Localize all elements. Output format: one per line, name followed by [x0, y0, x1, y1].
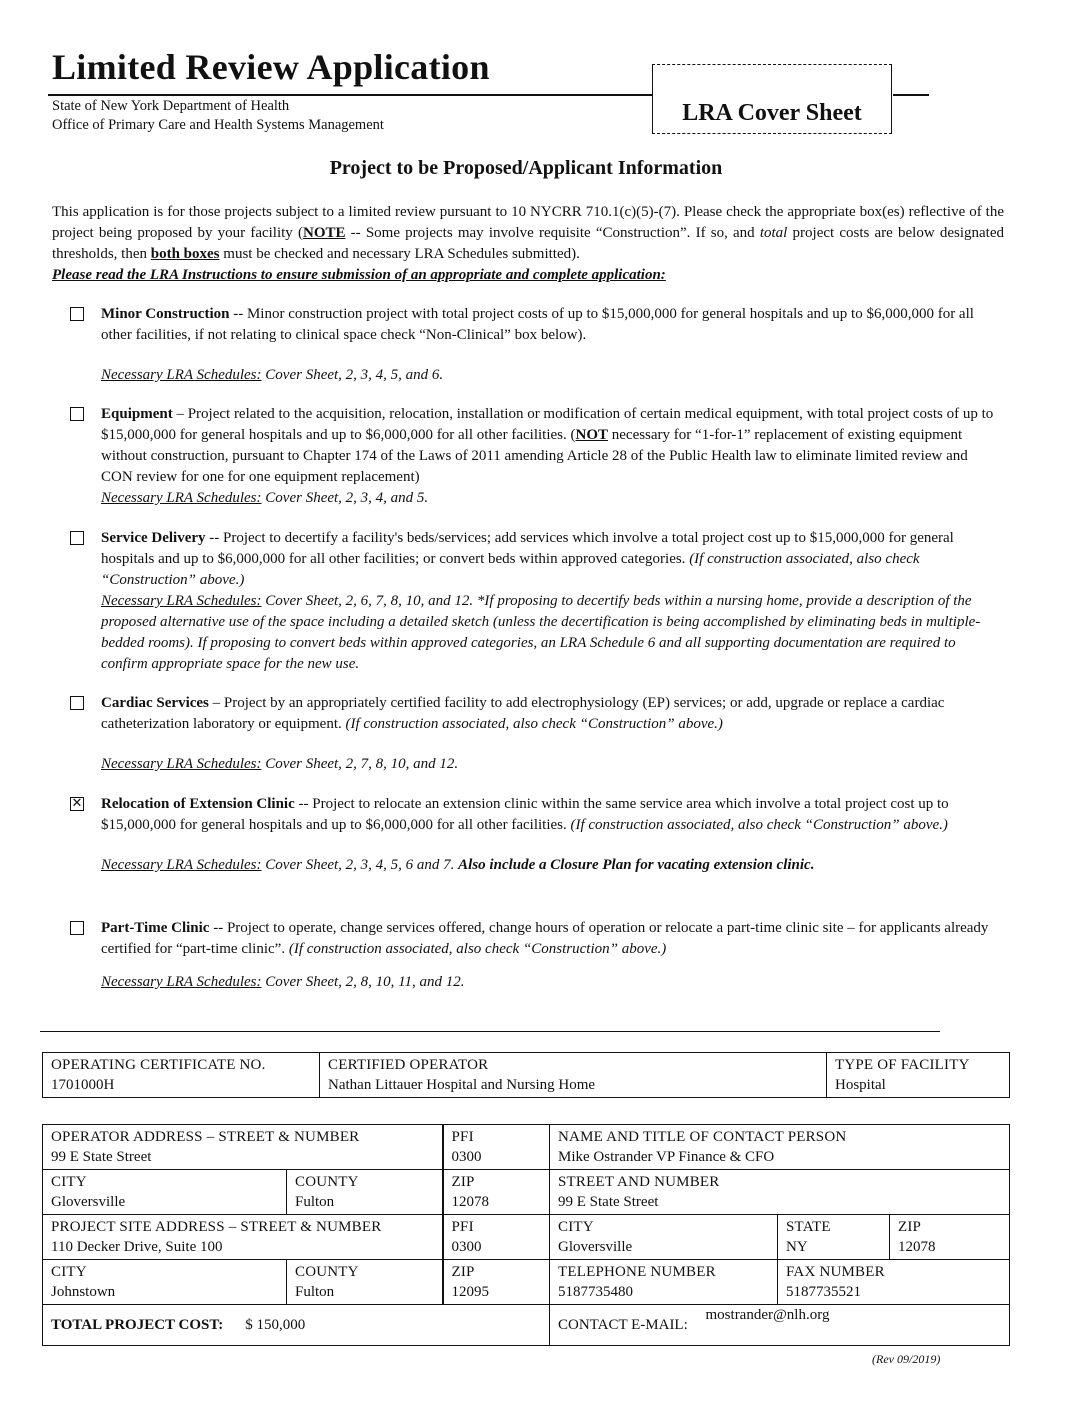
- contact-city-label: CITY: [558, 1219, 594, 1235]
- project-zip-cell: [443, 1260, 550, 1305]
- intro-paragraph: [52, 202, 1004, 286]
- facility-table: [42, 1052, 1010, 1098]
- checkbox-service-delivery[interactable]: [70, 531, 84, 545]
- option-name: Equipment: [101, 406, 173, 422]
- certified-operator-label: CERTIFIED OPERATOR: [328, 1057, 489, 1073]
- intro-text-4: must be checked and necessary LRA Schedules submitted).: [219, 246, 580, 262]
- contact-name-value[interactable]: Mike Ostrander VP Finance & CFO: [558, 1149, 775, 1165]
- title-rule-right: [893, 94, 929, 96]
- contact-name-cell: [550, 1125, 1010, 1170]
- facility-type-cell: [827, 1053, 1010, 1098]
- contact-street-label: STREET AND NUMBER: [558, 1174, 720, 1190]
- option-desc-italic: (If construction associated, also check “Construction” above.): [345, 716, 723, 732]
- contact-street-cell: [550, 1170, 1010, 1215]
- operator-county-label: COUNTY: [295, 1174, 359, 1190]
- option-desc: -- Project to operate, change services offered, change hours of operation or relocate a part-time clinic site – for applicants already certified for “part-time clinic”.: [101, 920, 989, 957]
- contact-phone-value[interactable]: 5187735480: [558, 1284, 633, 1300]
- option-schedules: Necessary LRA Schedules: Cover Sheet, 2, 3, 4, 5, and 6.: [101, 367, 444, 383]
- project-city-cell: [43, 1260, 287, 1305]
- option-minor-construction: [70, 304, 1000, 386]
- project-zip-label: ZIP: [451, 1264, 475, 1280]
- operating-certificate-cell: [43, 1053, 320, 1098]
- checkbox-minor-construction[interactable]: [70, 307, 84, 321]
- contact-phone-label: TELEPHONE NUMBER: [558, 1264, 716, 1280]
- operator-county-value[interactable]: Fulton: [295, 1194, 335, 1210]
- option-desc-a: – Project related to the acquisition, relocation, installation or modification of certain medical equipment, with total project costs of up to $15,000,000 for general hospitals and up to $6,000,000 for all other facilities. (: [101, 406, 994, 443]
- option-desc-italic: (If construction associated, also check “Construction” above.): [288, 941, 667, 957]
- operator-zip-cell: [443, 1170, 550, 1215]
- option-schedules: Necessary LRA Schedules: Cover Sheet, 2, 8, 10, 11, and 12.: [101, 974, 465, 990]
- operator-city-value[interactable]: Gloversville: [51, 1194, 126, 1210]
- option-name: Part-Time Clinic: [101, 920, 210, 936]
- project-street-value[interactable]: 110 Decker Drive, Suite 100: [51, 1239, 223, 1255]
- contact-city-value[interactable]: Gloversville: [558, 1239, 633, 1255]
- option-name: Cardiac Services: [101, 695, 209, 711]
- project-city-label: CITY: [51, 1264, 87, 1280]
- option-service-delivery: [70, 528, 1000, 675]
- option-desc-italic: (If construction associated, also check “Construction” above.): [570, 817, 948, 833]
- intro-total: total: [759, 225, 788, 241]
- project-street-label: PROJECT SITE ADDRESS – STREET & NUMBER: [51, 1219, 382, 1235]
- contact-city-cell: [550, 1215, 778, 1260]
- title-rule: [48, 94, 652, 96]
- total-cost-cell: [43, 1305, 550, 1346]
- address-contact-table: [42, 1124, 1010, 1346]
- intro-instruction: Please read the LRA Instructions to ensure submission of an appropriate and complete application:: [52, 267, 666, 283]
- operator-city-label: CITY: [51, 1174, 87, 1190]
- intro-note: NOTE: [302, 225, 346, 241]
- project-county-cell: [287, 1260, 443, 1305]
- project-county-label: COUNTY: [295, 1264, 359, 1280]
- separator-line: [40, 1031, 940, 1032]
- intro-text-1: This application is for those projects subject to a limited review pursuant to 10 NYCRR 710.1(c)(5)-(7). Please check the appropriate box(es) reflective of the project being proposed by your facility (: [52, 204, 1004, 241]
- checkbox-part-time-clinic[interactable]: [70, 921, 84, 935]
- section-title: Project to be Proposed/Applicant Information: [329, 157, 723, 179]
- contact-state-label: STATE: [786, 1219, 831, 1235]
- certified-operator-cell: [320, 1053, 827, 1098]
- operator-street-value[interactable]: 99 E State Street: [51, 1149, 152, 1165]
- option-relocation-extension-clinic: [70, 794, 1000, 876]
- option-desc: – Project by an appropriately certified facility to add electrophysiology (EP) services; or add, upgrade or replace a cardiac catheterization laboratory or equipment.: [101, 695, 945, 732]
- contact-fax-cell: [778, 1260, 1010, 1305]
- option-desc: -- Minor construction project with total project costs of up to $15,000,000 for general hospitals and up to $6,000,000 for all other facilities, if not relating to clinical space check “Non-Clinical” box below).: [101, 306, 974, 343]
- operating-certificate-value[interactable]: 1701000H: [51, 1077, 115, 1093]
- contact-zip-value[interactable]: 12078: [898, 1239, 936, 1255]
- project-pfi-value[interactable]: 0300: [451, 1239, 482, 1255]
- contact-state-value[interactable]: NY: [786, 1239, 808, 1255]
- contact-state-cell: [778, 1215, 890, 1260]
- project-zip-value[interactable]: 12095: [451, 1284, 489, 1300]
- contact-name-label: NAME AND TITLE OF CONTACT PERSON: [558, 1129, 847, 1145]
- certified-operator-value[interactable]: Nathan Littauer Hospital and Nursing Home: [328, 1077, 596, 1093]
- checkbox-equipment[interactable]: [70, 407, 84, 421]
- option-schedules: Necessary LRA Schedules: Cover Sheet, 2, 6, 7, 8, 10, and 12. *If proposing to decertify beds within a nursing home, provide a description of the proposed alternative use of the space including a detailed sketch (unless the decertification is being accomplished by eliminating beds in multiple-bedded rooms). If proposing to convert beds within approved categories, an LRA Schedule 6 and all supporting documentation are required to confirm appropriate space for the new use.: [101, 593, 981, 672]
- option-name: Service Delivery: [101, 530, 206, 546]
- option-schedules: Necessary LRA Schedules: Cover Sheet, 2, 7, 8, 10, and 12.: [101, 756, 459, 772]
- operating-certificate-label: OPERATING CERTIFICATE NO.: [51, 1057, 266, 1073]
- total-cost-value[interactable]: $ 150,000: [245, 1317, 306, 1333]
- total-cost-label: TOTAL PROJECT COST:: [51, 1317, 224, 1333]
- contact-fax-value[interactable]: 5187735521: [786, 1284, 861, 1300]
- option-name: Minor Construction: [101, 306, 230, 322]
- option-desc-italic: (If construction associated, also check “Construction” above.): [101, 551, 920, 588]
- operator-zip-label: ZIP: [451, 1174, 475, 1190]
- agency-line-2: Office of Primary Care and Health Systems Management: [52, 117, 384, 133]
- contact-zip-cell: [890, 1215, 1010, 1260]
- operator-pfi-cell: [443, 1125, 550, 1170]
- intro-both-boxes: both boxes: [150, 246, 220, 262]
- option-cardiac-services: [70, 693, 1000, 775]
- option-equipment: [70, 404, 1000, 509]
- option-desc: -- Project to decertify a facility's beds/services; add services which involve a total project cost up to $15,000,000 for general hospitals and up to $6,000,000 for all other facilities; or convert beds within approved categories.: [101, 530, 954, 567]
- project-pfi-cell: [443, 1215, 550, 1260]
- operator-pfi-label: PFI: [451, 1129, 474, 1145]
- option-schedules: Necessary LRA Schedules: Cover Sheet, 2, 3, 4, and 5.: [101, 490, 429, 506]
- option-schedules: Necessary LRA Schedules: Cover Sheet, 2, 3, 4, 5, 6 and 7. Also include a Closure Plan for vacating extension clinic.: [101, 857, 815, 873]
- option-name: Relocation of Extension Clinic: [101, 796, 295, 812]
- option-part-time-clinic: [70, 918, 1000, 993]
- contact-phone-cell: [550, 1260, 778, 1305]
- checkbox-relocation-extension-clinic[interactable]: ✕: [71, 796, 83, 811]
- operator-city-cell: [43, 1170, 287, 1215]
- project-county-value[interactable]: Fulton: [295, 1284, 335, 1300]
- contact-email-value[interactable]: mostrander@nlh.org: [705, 1307, 830, 1323]
- option-desc: -- Project to relocate an extension clinic within the same service area which involve a total project cost up to $15,000,000 for general hospitals and up to $6,000,000 for all other facilities.: [101, 796, 949, 833]
- contact-fax-label: FAX NUMBER: [786, 1264, 885, 1280]
- option-not: NOT: [575, 427, 608, 443]
- contact-email-label: CONTACT E-MAIL:: [558, 1317, 688, 1333]
- operator-street-label: OPERATOR ADDRESS – STREET & NUMBER: [51, 1129, 360, 1145]
- option-schedules-extra: Also include a Closure Plan for vacating extension clinic.: [458, 857, 815, 873]
- document-title: Limited Review Application: [52, 47, 490, 87]
- project-pfi-label: PFI: [451, 1219, 474, 1235]
- cover-sheet-box: [652, 64, 892, 134]
- revision-note: (Rev 09/2019): [872, 1352, 941, 1366]
- facility-type-label: TYPE OF FACILITY: [835, 1057, 970, 1073]
- contact-email-cell: [550, 1305, 1010, 1346]
- operator-county-cell: [287, 1170, 443, 1215]
- project-street-cell: [43, 1215, 443, 1260]
- option-note: *If proposing to decertify beds within a nursing home, provide a description of the proposed alternative use of the space including a detailed sketch (unless the decertification is being accomplished by eliminating beds in multiple-bedded rooms). If proposing to convert beds within approved categories, an LRA Schedule 6 and all supporting documentation are required to confirm appropriate space for the new use.: [101, 593, 981, 672]
- option-desc-b: necessary for “1-for-1” replacement of existing equipment without construction, pursuant to Chapter 174 of the Laws of 2011 amending Article 28 of the Public Health law to eliminate limited review and CON review for one for one equipment replacement): [101, 427, 968, 485]
- operator-zip-value[interactable]: 12078: [451, 1194, 489, 1210]
- intro-text-3: project costs are below designated thresholds, then: [52, 225, 1004, 262]
- operator-pfi-value[interactable]: 0300: [451, 1149, 482, 1165]
- contact-street-value[interactable]: 99 E State Street: [558, 1194, 659, 1210]
- cover-sheet-label: LRA Cover Sheet: [682, 100, 862, 126]
- intro-text-2: -- Some projects may involve requisite “Construction”. If so, and: [345, 225, 760, 241]
- facility-type-value[interactable]: Hospital: [835, 1077, 886, 1093]
- contact-zip-label: ZIP: [898, 1219, 922, 1235]
- checkbox-cardiac-services[interactable]: [70, 696, 84, 710]
- operator-street-cell: [43, 1125, 443, 1170]
- agency-line-1: State of New York Department of Health: [52, 98, 290, 114]
- project-city-value[interactable]: Johnstown: [51, 1284, 116, 1300]
